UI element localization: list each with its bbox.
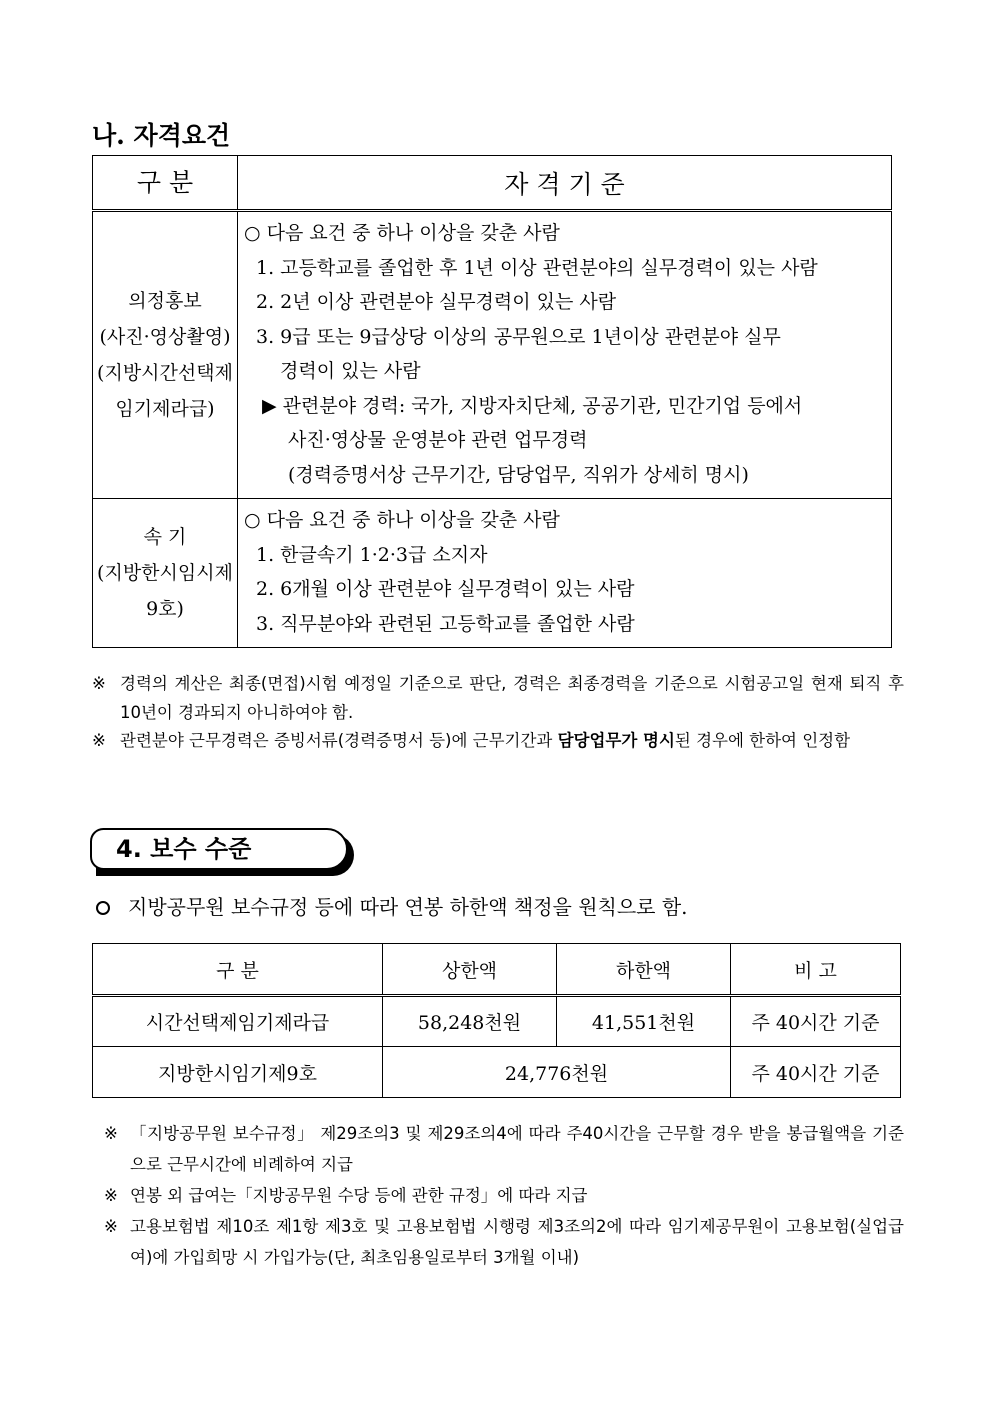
note-item — [92, 670, 904, 727]
table-row — [93, 996, 901, 1047]
note-item — [104, 1180, 904, 1211]
header-upper: 상한액 — [383, 944, 557, 996]
pay-category: 지방한시임기제9호 — [93, 1047, 383, 1098]
note-text — [120, 727, 904, 756]
criteria-line: 1. 한글속기 1·2·3급 소지자 — [256, 543, 488, 566]
category-line: 임기제라급) — [115, 398, 215, 420]
pay-table — [92, 943, 901, 1098]
criteria-line: 경력이 있는 사람 — [280, 360, 421, 382]
note-mark: ※ — [104, 1186, 118, 1205]
criteria-line: 2. 6개월 이상 관련분야 실무경력이 있는 사람 — [256, 578, 635, 600]
category-line: 의정홍보 — [128, 290, 202, 312]
pay-lead — [92, 891, 688, 920]
circle-bullet-icon — [96, 901, 110, 915]
note-text: 「지방공무원 보수규정」 제29조의3 및 제29조의4에 따라 주40시간을 근무할 경우 받을 봉급월액을 기준으로 근무시간에 비례하여 지급 — [130, 1124, 904, 1174]
note-text: 고용보험법 제10조 제1항 제3호 및 고용보험법 시행령 제3조의2에 따라 임기제공무원이 고용보험(실업급여)에 가입희망 시 가입가능(단, 최초임용일로부터 3개월 이내) — [130, 1217, 904, 1267]
pay-lower: 41,551천원 — [557, 996, 731, 1047]
row-criteria — [238, 499, 892, 648]
note-mark: ※ — [92, 731, 106, 750]
section4-title: 4. 보수 수준 — [90, 828, 348, 870]
table-row — [93, 499, 892, 648]
note-item — [104, 1118, 904, 1180]
note-text-before: 관련분야 근무경력은 증빙서류(경력증명서 등)에 근무기간과 — [120, 731, 558, 750]
criteria-line: 1. 고등학교를 졸업한 후 1년 이상 관련분야의 실무경력이 있는 사람 — [256, 256, 818, 279]
header-note: 비 고 — [731, 944, 901, 996]
criteria-line: 3. 직무분야와 관련된 고등학교를 졸업한 사람 — [256, 612, 635, 635]
note-mark: ※ — [92, 674, 106, 693]
pay-notes — [104, 1118, 904, 1273]
header-lower: 하한액 — [557, 944, 731, 996]
criteria-line: 3. 9급 또는 9급상당 이상의 공무원으로 1년이상 관련분야 실무 — [256, 325, 781, 348]
table-header-row — [93, 156, 892, 211]
criteria-line: ○ 다음 요건 중 하나 이상을 갖춘 사람 — [244, 509, 560, 531]
pay-lead-text: 지방공무원 보수규정 등에 따라 연봉 하한액 책정을 원칙으로 함. — [128, 895, 688, 919]
header-criteria: 자 격 기 준 — [238, 156, 892, 211]
section-title: 나. 자격요건 — [92, 121, 231, 150]
note-text: 경력의 계산은 최종(면접)시험 예정일 기준으로 판단, 경력은 최종경력을 기준으로 시험공고일 현재 퇴직 후 10년이 경과되지 아니하여야 함. — [120, 674, 904, 722]
note-item — [104, 1211, 904, 1273]
pay-note: 주 40시간 기준 — [731, 1047, 901, 1098]
note-text-bold: 담당업무가 명시 — [557, 731, 675, 750]
criteria-line: ▶ 관련분야 경력: 국가, 지방자치단체, 공공기관, 민간기업 등에서 — [262, 394, 803, 417]
category-line: 속 기 — [143, 526, 187, 548]
header-category: 구 분 — [93, 944, 383, 996]
pay-note: 주 40시간 기준 — [731, 996, 901, 1047]
row-category — [93, 211, 238, 499]
row-criteria — [238, 211, 892, 499]
table-row — [93, 1047, 901, 1098]
note-mark: ※ — [104, 1217, 118, 1236]
header-category: 구 분 — [93, 156, 238, 211]
note-text-after: 된 경우에 한하여 인정함 — [674, 731, 851, 750]
category-line: (지방한시임시제 — [97, 562, 233, 584]
table-row — [93, 211, 892, 499]
category-line: (지방시간선택제 — [97, 362, 233, 384]
pay-upper: 58,248천원 — [383, 996, 557, 1047]
criteria-line: 2. 2년 이상 관련분야 실무경력이 있는 사람 — [256, 291, 617, 313]
note-mark: ※ — [104, 1124, 118, 1143]
table-header-row — [93, 944, 901, 996]
category-line: 9호) — [146, 598, 184, 620]
qualification-table — [92, 155, 892, 648]
note-item — [92, 727, 904, 756]
section4-heading — [90, 828, 354, 876]
qualification-notes — [92, 670, 904, 756]
pay-amount: 24,776천원 — [383, 1047, 731, 1098]
note-text: 연봉 외 급여는「지방공무원 수당 등에 관한 규정」에 따라 지급 — [130, 1186, 588, 1205]
criteria-line: 사진·영상물 운영분야 관련 업무경력 — [288, 429, 588, 451]
criteria-line: ○ 다음 요건 중 하나 이상을 갖춘 사람 — [244, 222, 560, 244]
row-category — [93, 499, 238, 648]
criteria-line: (경력증명서상 근무기간, 담당업무, 직위가 상세히 명시) — [288, 463, 749, 486]
pay-category: 시간선택제임기제라급 — [93, 996, 383, 1047]
category-line: (사진·영상촬영) — [99, 326, 231, 348]
